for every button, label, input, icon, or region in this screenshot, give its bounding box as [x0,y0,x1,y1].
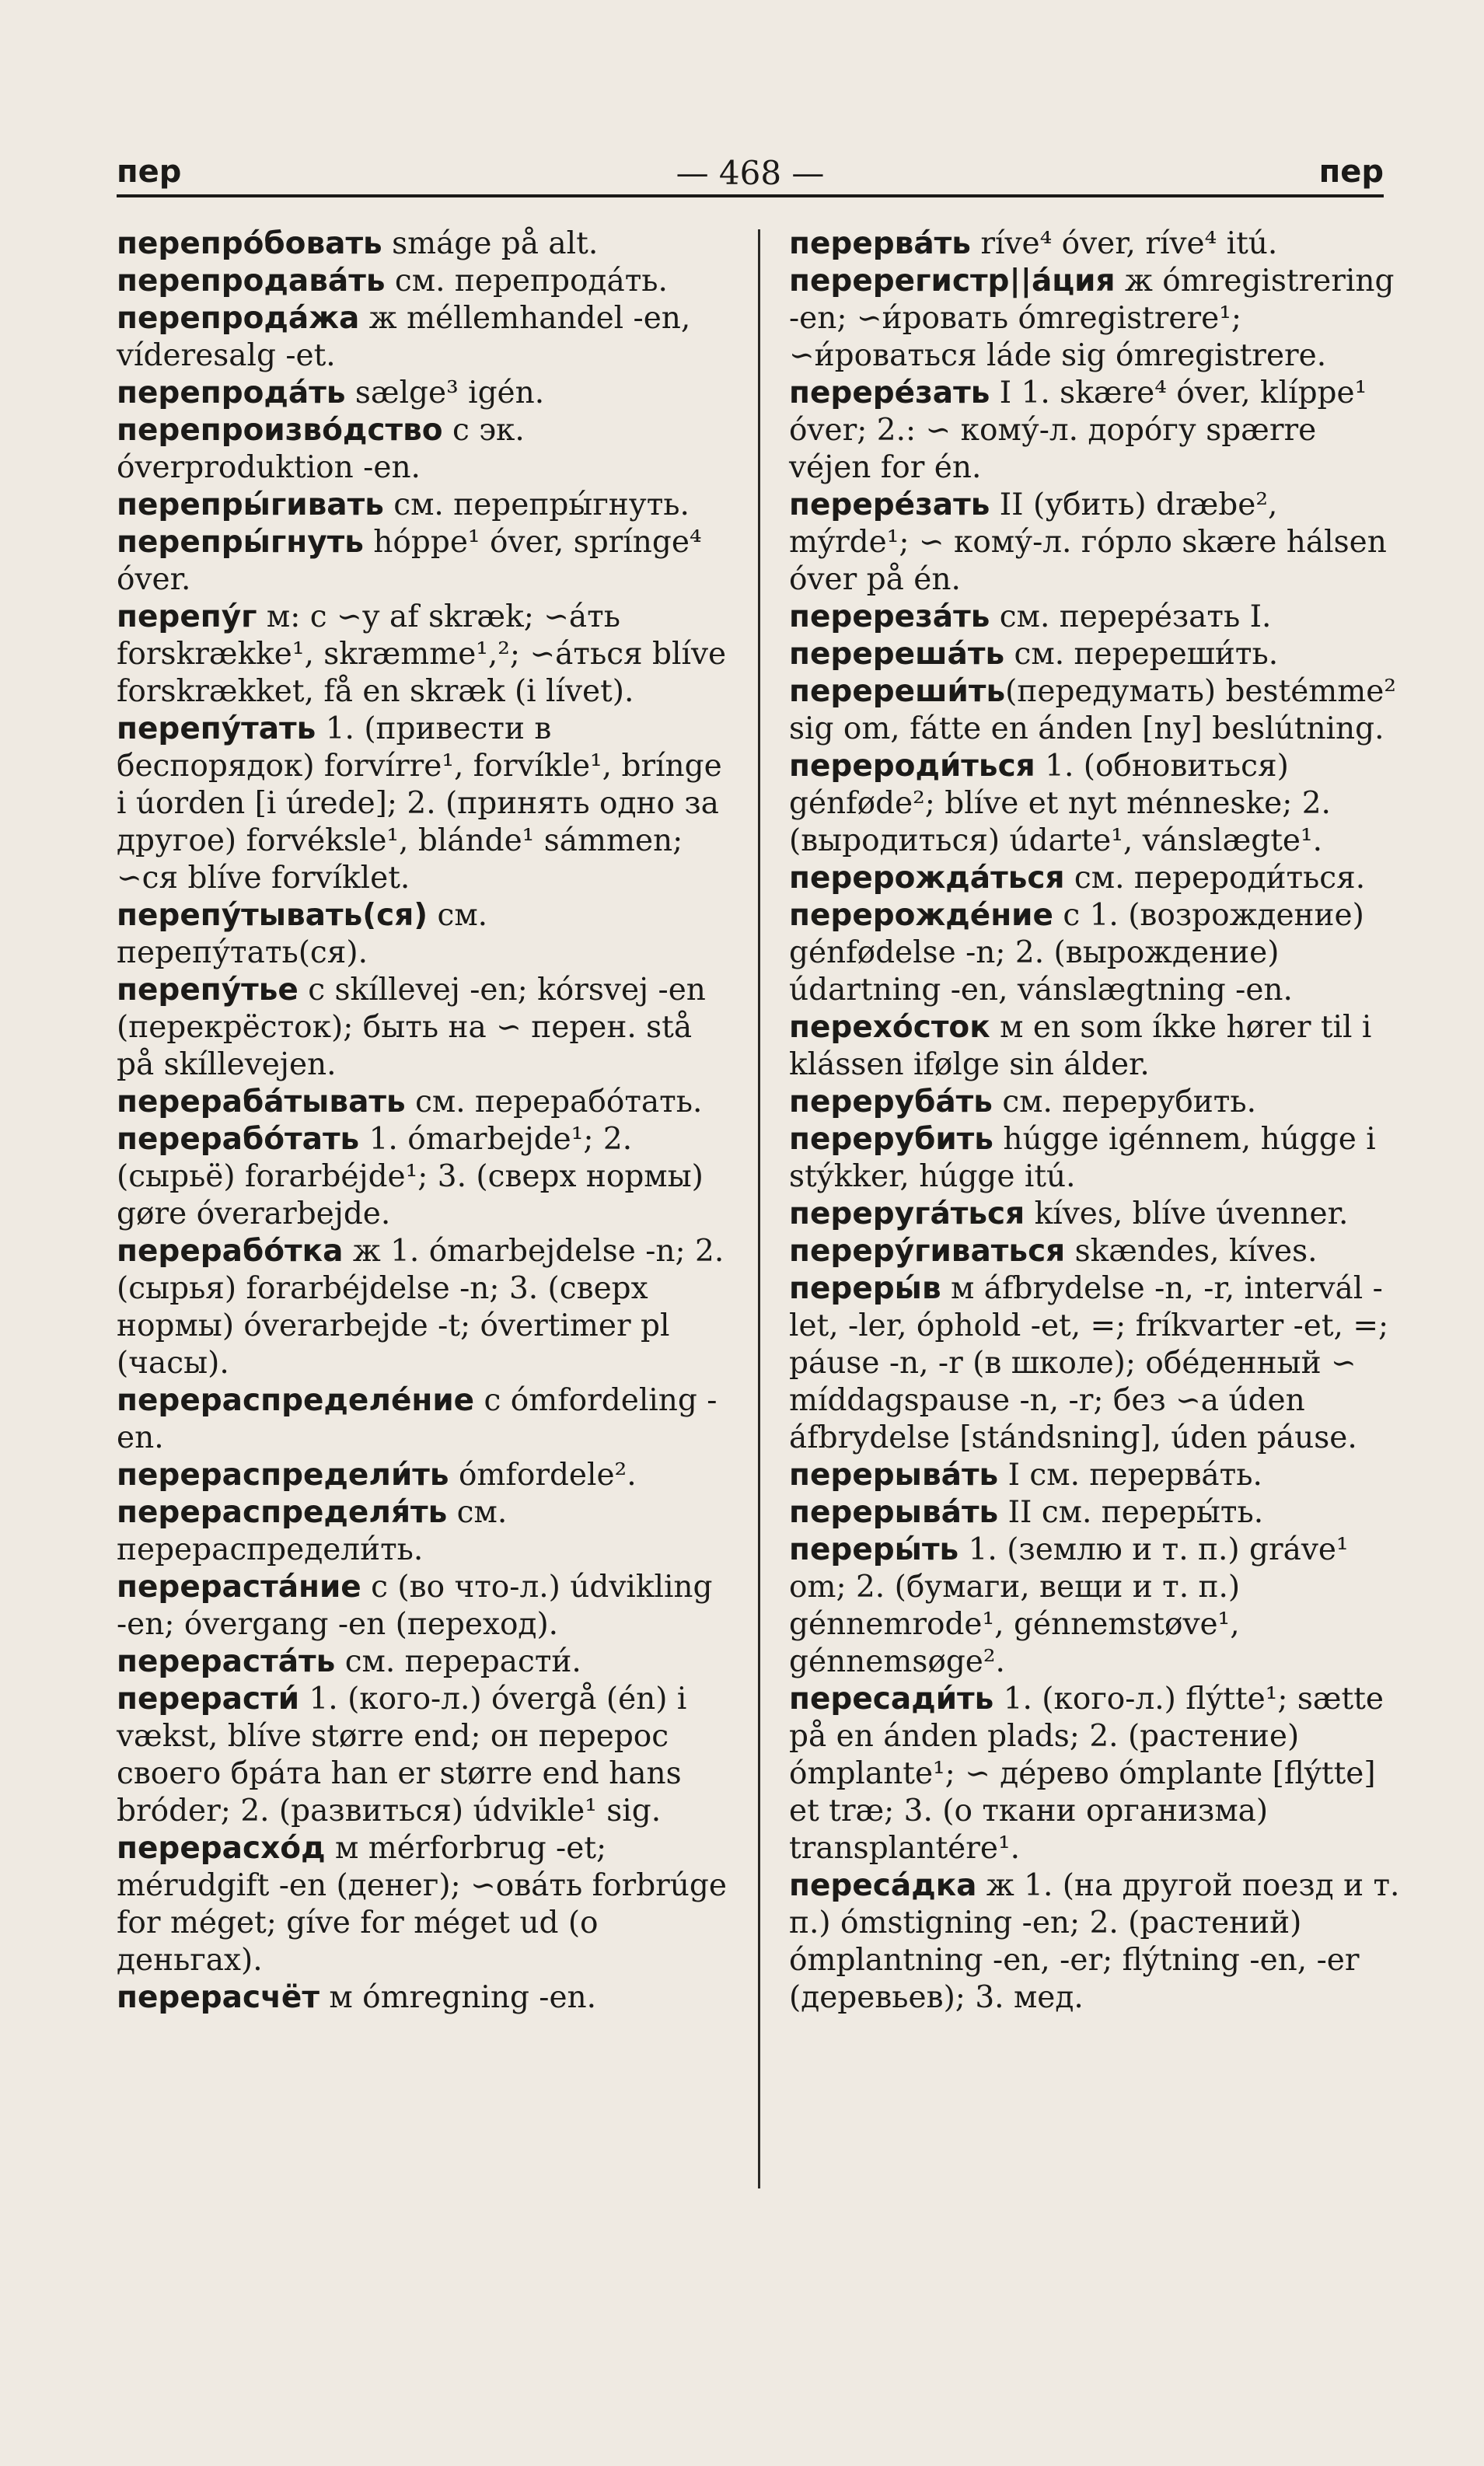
definition: с skíllevej -en; kórsvej -en (перекрёсток); быть на ∽ перен. stå på skíllevejen. [117,973,706,1082]
dictionary-entry [789,375,1403,487]
dictionary-entry [117,1830,731,1979]
page-number: — 468 — [676,154,825,192]
definition: I см. перерва́ть. [998,1458,1262,1493]
headword: перерабо́тать [117,1122,360,1157]
headword: переруба́ть [789,1085,993,1119]
dictionary-entry [789,897,1403,1009]
dictionary-entry [789,1121,1403,1196]
definition: I 1. skære⁴ óver, klíppe¹ óver; 2.: ∽ кому́-л. доро́гу spærre véjen for én. [789,375,1367,485]
headword: перепрода́жа [117,301,360,336]
definition: с ómfordeling -en. [117,1383,718,1455]
dictionary-entry [789,1196,1403,1233]
dictionary-entry [117,1681,731,1830]
headword: перере́зать [789,487,990,522]
headword: перераста́ть [117,1644,336,1679]
headword: перереша́ть [789,637,1005,672]
headword: перероди́ться [789,749,1035,784]
left-column [117,225,731,2017]
dictionary-entry [789,487,1403,599]
dictionary-entry [117,1643,731,1681]
headword: переры́в [789,1271,941,1306]
definition: ж méllemhandel -en, víderesalg -et. [117,301,691,373]
dictionary-entry [789,1867,1403,2017]
headword: перере́зать [789,375,990,410]
definition: 1. (кого-л.) flýtte¹; sætte på en ánden plads; 2. (растение) ómplante¹; ∽ де́рево ómplante [flýtte] et træ; 3. (о ткани организма) transplantére¹. [789,1682,1384,1866]
dictionary-entry [117,1121,731,1233]
headword: перераста́ние [117,1570,361,1605]
headword: перепры́гнуть [117,525,364,560]
dictionary-entry [789,1270,1403,1457]
dictionary-entry [117,1382,731,1457]
definition: hóppe¹ óver, sprínge⁴ óver. [117,525,702,597]
dictionary-entry [117,599,731,711]
definition: ómfordele². [449,1458,637,1493]
headword: перепрода́ть [117,375,346,410]
definition: см. перепры́гнуть. [383,487,690,522]
definition: с (во что-л.) údvikling -en; óvergang -en (переход). [117,1570,713,1642]
dictionary-entry [117,263,731,300]
dictionary-entry [789,599,1403,636]
headword: переру́гиваться [789,1234,1066,1269]
definition: II см. переры́ть. [998,1495,1264,1530]
headword: переры́ть [789,1532,959,1567]
headword: перепу́тывать(ся) [117,898,428,933]
headword: перепры́гивать [117,487,384,522]
dictionary-entry [117,300,731,375]
dictionary-entry [789,636,1403,673]
dictionary-entry [789,1009,1403,1084]
header-left-guide: пер [117,154,182,190]
dictionary-entry [117,1979,731,2017]
definition: с 1. (возрождение) génfødelse -n; 2. (вырождение) údartning -en, vánslægtning -en. [789,898,1364,1008]
definition: см. перереши́ть. [1004,637,1279,672]
headword: переруга́ться [789,1196,1025,1231]
headword: перерыва́ть [789,1458,999,1493]
definition: ж 1. ómarbejdelse -n; 2. (сырья) forarbéjdelse -n; 3. (сверх нормы) óverarbejde -t; óvertimer pl (часы). [117,1234,725,1381]
column-divider [758,229,760,2188]
definition: 1. (землю и т. п.) gráve¹ om; 2. (бумаги, вещи и т. п.) génnemrode¹, génnemstøve¹, génnemsøge². [789,1532,1349,1679]
definition: skændes, kíves. [1065,1234,1318,1269]
dictionary-entry [117,375,731,412]
definition: м en som íkke hører til i klássen ifølge sin álder. [789,1010,1372,1082]
definition: см. перепрода́ть. [385,264,668,299]
headword: перерва́ть [789,226,971,261]
dictionary-entry [789,225,1403,263]
definition: см. перерасти́. [335,1644,581,1679]
definition: см. перероди́ться. [1064,861,1366,896]
dictionary-entry [789,748,1403,860]
headword: перепро́бовать [117,226,382,261]
headword: перерыва́ть [789,1495,999,1530]
definition: м mérforbrug -et; mérudgift -en (денег); ∽ова́ть forbrúge for méget; gíve for méget ud (о деньгах). [117,1831,727,1978]
definition: húgge igénnem, húgge i stýkker, húgge itú. [789,1122,1376,1194]
definition: м áfbrydelse -n, -r, intervál -let, -ler, óphold -et, =; fríkvarter -et, =; páuse -n, -r (в школе); обе́денный ∽ míddagspause -n, -r; без ∽а úden áfbrydelse [stándsning], úden páuse. [789,1271,1389,1455]
dictionary-entry [789,1233,1403,1270]
definition: kíves, blíve úvenner. [1025,1196,1349,1231]
headword: перепу́тье [117,973,299,1008]
headword: пересади́ть [789,1682,994,1717]
definition: 1. (обновиться) génføde²; blíve et nyt ménneske; 2. (выродиться) údarte¹, vánslægte¹. [789,749,1331,858]
definition: см. перере́зать I. [990,599,1272,634]
dictionary-entry [117,972,731,1084]
dictionary-entry [117,1233,731,1382]
headword: перерегистр||а́ция [789,264,1116,299]
dictionary-entry [117,487,731,524]
headword: перерубить [789,1122,993,1157]
headword: перераспредели́ть [117,1458,449,1493]
dictionary-entry [789,673,1403,748]
headword: перепу́тать [117,711,316,746]
dictionary-entry [117,897,731,972]
definition: II (убить) dræbe², mýrde¹; ∽ кому́-л. го́рло skære hálsen óver på én. [789,487,1387,597]
dictionary-entry [789,1494,1403,1532]
headword: перерасчёт [117,1980,319,2015]
definition: м ómregning -en. [319,1980,597,2015]
headword: переса́дка [789,1868,977,1903]
definition: ríve⁴ óver, ríve⁴ itú. [970,226,1278,261]
definition: 1. (привести в беспорядок) forvírre¹, forvíkle¹, brínge i úorden [i úrede]; 2. (принять одно за другое) forvéksle¹, blánde¹ sámmen; ∽ся blíve forvíklet. [117,711,722,896]
dictionary-entry [117,1084,731,1121]
dictionary-entry [789,1681,1403,1867]
definition: м: с ∽у af skræk; ∽а́ть forskrække¹, skræmme¹,²; ∽а́ться blíve forskrækket, få en skræk (i lívet). [117,599,727,709]
dictionary-entry [117,412,731,487]
headword: перераспределя́ть [117,1495,448,1530]
definition: см. перераспредели́ть. [117,1495,508,1567]
dictionary-entry [789,1084,1403,1121]
dictionary-entry [789,1457,1403,1494]
dictionary-entry [117,1494,731,1569]
dictionary-entry [117,1457,731,1494]
definition: (передумать) bestémme² sig om, fátte en ánden [ny] beslútning. [789,674,1396,746]
headword: перепроизво́дство [117,413,443,448]
definition: sælge³ igén. [345,375,545,410]
headword: перераспределе́ние [117,1383,475,1418]
definition: smáge på alt. [382,226,599,261]
dictionary-entry [117,711,731,897]
headword: перехо́сток [789,1010,990,1045]
definition: см. перерубить. [992,1085,1257,1119]
definition: 1. (кого-л.) óvergå (én) i vækst, blíve større end; он перерос своего бра́та han er større end hans bróder; 2. (развиться) údvikle¹ sig. [117,1682,687,1829]
headword: перерожде́ние [789,898,1053,933]
definition: с эк. óverproduktion -en. [117,413,525,485]
dictionary-entry [789,263,1403,375]
headword: перерожда́ться [789,861,1065,896]
header-rule [117,194,1384,197]
dictionary-entry [789,1532,1403,1681]
headword: перереза́ть [789,599,990,634]
definition: ж ómregistrering -en; ∽и́ровать ómregistrere¹; ∽и́роваться láde sig ómregistrere. [789,264,1395,373]
dictionary-entry [117,225,731,263]
header-right-guide: пер [1318,154,1384,190]
headword: перерабо́тка [117,1234,344,1269]
definition: см. перепу́тать(ся). [117,898,488,970]
headword: перереши́ть [789,674,1006,709]
right-column [789,225,1403,2017]
headword: перерасхо́д [117,1831,326,1866]
definition: ж 1. (на другой поезд и т. п.) ómstigning -en; 2. (растений) ómplantning -en, -er; flýtning -en, -er (деревьев); 3. мед. [789,1868,1400,2015]
definition: см. перерабо́тать. [405,1085,703,1119]
headword: перераба́тывать [117,1085,406,1119]
headword: перерасти́ [117,1682,300,1717]
dictionary-entry [789,860,1403,897]
dictionary-entry [117,1569,731,1643]
definition: 1. ómarbejde¹; 2. (сырьё) forarbéjde¹; 3. (сверх нормы) gøre óverarbejde. [117,1122,704,1231]
headword: перепродава́ть [117,264,386,299]
dictionary-entry [117,524,731,599]
headword: перепу́г [117,599,257,634]
